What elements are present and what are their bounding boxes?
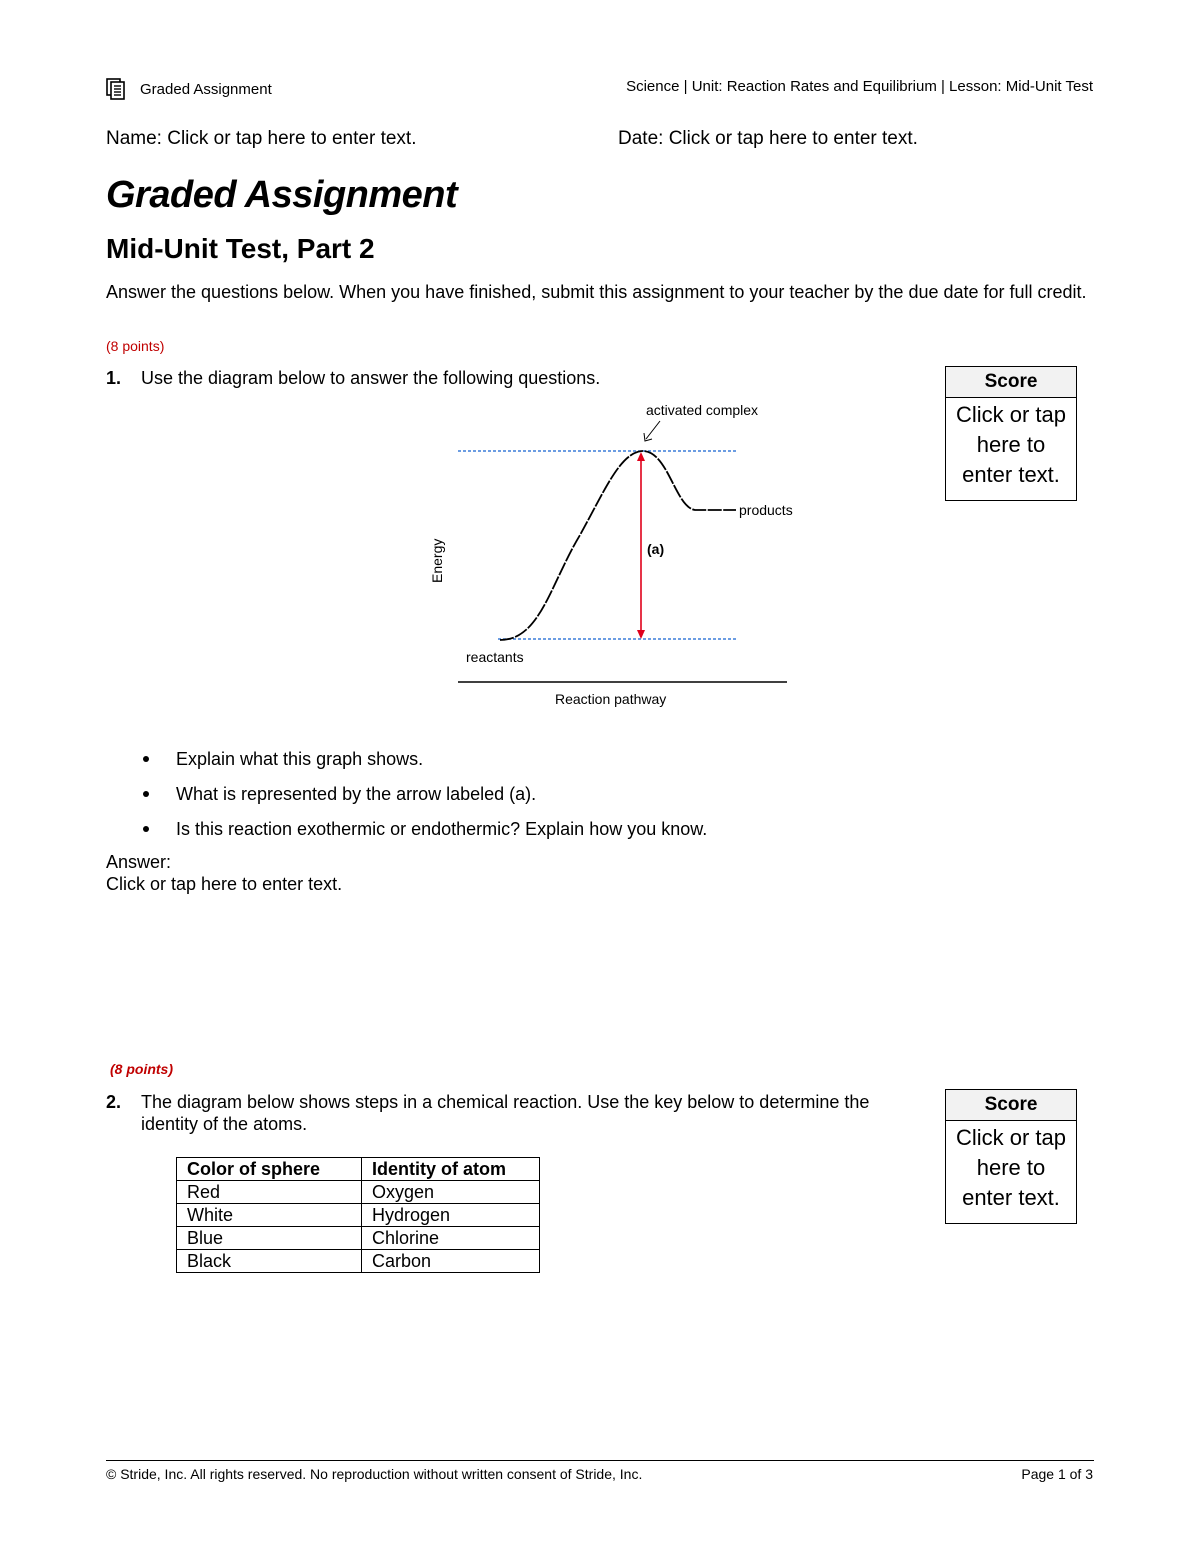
arrow-a-head-down xyxy=(637,630,645,639)
q1-answer-input[interactable]: Click or tap here to enter text. xyxy=(106,874,343,894)
table-cell: Red xyxy=(177,1181,362,1204)
table-header-row xyxy=(177,1158,540,1181)
table-cell: Carbon xyxy=(362,1250,540,1273)
date-field[interactable]: Date: Click or tap here to enter text. xyxy=(618,128,918,149)
table-cell: Hydrogen xyxy=(362,1204,540,1227)
footer-copyright: © Stride, Inc. All rights reserved. No reproduction without written consent of Stride, Inc. xyxy=(106,1466,643,1482)
name-field[interactable]: Name: Click or tap here to enter text. xyxy=(106,128,417,149)
column-header: Identity of atom xyxy=(362,1158,540,1181)
q1-bullet-list xyxy=(106,748,906,853)
q2-score-box[interactable] xyxy=(945,1089,1077,1224)
q2-text: The diagram below shows steps in a chemical reaction. Use the key below to determine the identity of the atoms. xyxy=(141,1092,870,1134)
column-header: Color of sphere xyxy=(177,1158,362,1181)
q1-score-input[interactable]: Click or tap here to enter text. xyxy=(955,402,1067,487)
q2-number: 2. xyxy=(106,1092,122,1112)
energy-diagram xyxy=(420,395,820,715)
q1-answer-label: Answer: xyxy=(106,852,172,872)
table-row xyxy=(177,1181,540,1204)
document-icon xyxy=(106,78,126,100)
page-title: Graded Assignment xyxy=(106,174,458,216)
table-row xyxy=(177,1227,540,1250)
label-energy: Energy xyxy=(429,538,445,583)
header-doc-type: Graded Assignment xyxy=(140,80,272,98)
table-cell: Chlorine xyxy=(362,1227,540,1250)
q2-score-label: Score xyxy=(946,1090,1076,1121)
q1-score-box[interactable] xyxy=(945,366,1077,501)
table-row xyxy=(177,1204,540,1227)
label-reactants: reactants xyxy=(466,649,524,665)
table-cell: White xyxy=(177,1204,362,1227)
energy-curve xyxy=(500,451,736,640)
label-a: (a) xyxy=(647,541,665,557)
q1-points: (8 points) xyxy=(106,338,165,354)
page-subtitle: Mid-Unit Test, Part 2 xyxy=(106,233,375,264)
label-reaction-pathway: Reaction pathway xyxy=(555,691,667,707)
q1-number: 1. xyxy=(106,368,122,388)
list-item: What is represented by the arrow labeled (a). xyxy=(106,783,906,818)
header-left xyxy=(106,78,272,100)
header-breadcrumb: Science | Unit: Reaction Rates and Equilibrium | Lesson: Mid-Unit Test xyxy=(626,78,1093,95)
q1-prompt xyxy=(106,367,600,389)
footer-page-number: Page 1 of 3 xyxy=(1021,1466,1093,1482)
complex-pointer xyxy=(646,421,660,439)
q2-prompt xyxy=(106,1091,916,1135)
list-item: Explain what this graph shows. xyxy=(106,748,906,783)
q2-points: (8 points) xyxy=(110,1061,173,1077)
table-cell: Oxygen xyxy=(362,1181,540,1204)
table-cell: Black xyxy=(177,1250,362,1273)
table-cell: Blue xyxy=(177,1227,362,1250)
q1-text: Use the diagram below to answer the following questions. xyxy=(141,368,601,388)
arrow-a-head-up xyxy=(637,452,645,461)
label-products: products xyxy=(739,502,793,518)
table-row xyxy=(177,1250,540,1273)
label-activated-complex: activated complex xyxy=(646,402,759,418)
atom-key-table xyxy=(176,1157,540,1273)
q1-score-label: Score xyxy=(946,367,1076,398)
instructions: Answer the questions below. When you have finished, submit this assignment to your teacher by the due date for full credit. xyxy=(106,282,1087,302)
list-item: Is this reaction exothermic or endothermic? Explain how you know. xyxy=(106,818,906,853)
footer-divider xyxy=(106,1460,1094,1461)
q2-score-input[interactable]: Click or tap here to enter text. xyxy=(955,1125,1067,1210)
